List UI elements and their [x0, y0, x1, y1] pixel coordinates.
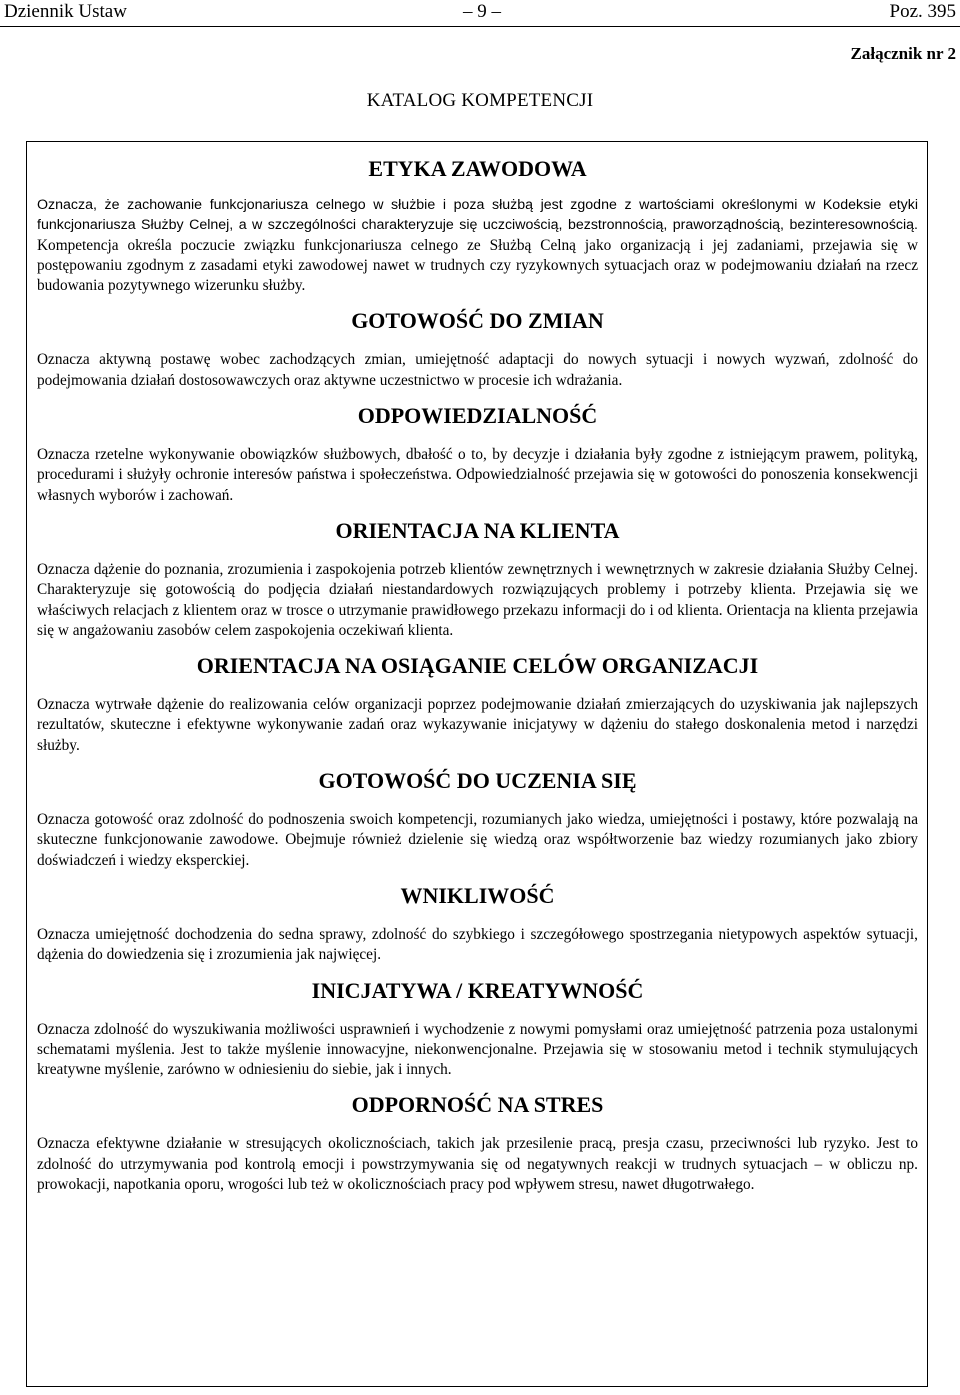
section-title: ODPORNOŚĆ NA STRES [351, 1092, 604, 1118]
section-title: ETYKA ZAWODOWA [368, 156, 587, 181]
section-etyka-zawodowa [37, 150, 918, 296]
section-title: WNIKLIWOŚĆ [400, 882, 555, 908]
section-description: Oznacza efektywne działanie w stresujących okolicznościach, takich jak przesilenie pracą, presja czasu, przeciwności lub ryzyko. Jest to zdolność do utrzymywania pod kontrolą emocji i powstrzymywania się od negatywnych reakcji w trudnych sytuacjach – w obliczu np. prowokacji, napotkania oporu, wrogości lub też w okolicznościach pracy pod wpływem stresu, nawet długotrwałego. [37, 1135, 918, 1194]
section-description: Oznacza zdolność do wyszukiwania możliwości usprawnień i wychodzenie z nowymi pomysłami oraz umiejętność patrzenia poza ustalonymi schematami myślenia. Jest to także myślenie innowacyjne, niekonwencjonalne. Przejawia się w stosowaniu metod i technik stymulujących kreatywne myślenie, zarówno w odniesieniu do siebie, jak i innych. [37, 1020, 918, 1079]
section-title: ODPOWIEDZIALNOŚĆ [357, 403, 598, 429]
catalog-content [37, 150, 918, 1195]
section-title: GOTOWOŚĆ DO ZMIAN [351, 308, 604, 334]
section-odpowiedzialnosc [37, 403, 918, 506]
section-description: Oznacza gotowość oraz zdolność do podnoszenia swoich kompetencji, rozumianych jako wiedza, umiejętności i postawy, które pozwalają na skuteczne funkcjonowanie zawodowe. Obejmuje również dzielenie się wiedzą oraz współtworzenie baz wiedzy rozumianych jako zbiory doświadczeń i wiedzy eksperckiej. [37, 811, 918, 869]
section-gotowosc-do-zmian [37, 308, 918, 391]
section-description: Oznacza wytrwałe dążenie do realizowania celów organizacji poprzez podejmowanie działań zmierzających do uzyskiwania jak najlepszych rezultatów, skuteczne i efektywne wykonywanie zadań oraz wykazywanie inicjatywy w dążeniu do stałego doskonalenia metod i narzędzi służby. [37, 696, 918, 754]
annex-label: Załącznik nr 2 [850, 44, 956, 63]
section-orientacja-na-klienta [37, 518, 918, 641]
page-number: – 9 – [463, 1, 501, 22]
section-inicjatywa [37, 978, 918, 1081]
section-title: ORIENTACJA NA KLIENTA [335, 517, 620, 543]
section-gotowosc-do-uczenia [37, 768, 918, 871]
page-header [0, 0, 960, 27]
section-title: INICJATYWA / KREATYWNOŚĆ [311, 977, 644, 1003]
section-description: Oznacza aktywną postawę wobec zachodzących zmian, umiejętność adaptacji do nowych sytuacji i nowych wyzwań, zdolność do podejmowania działań dostosowawczych oraz aktywne uczestnictwo w procesie ich wdrażania. [37, 351, 918, 389]
document-title: KATALOG KOMPETENCJI [366, 90, 594, 111]
section-description: Oznacza rzetelne wykonywanie obowiązków służbowych, dbałość o to, by decyzje i działania były zgodne z istniejącym prawem, polityką, procedurami i służyły ochronie interesów państwa i społeczeństwa. Odpowiedzialność przejawia się w gotowości do ponoszenia konsekwencji własnych wyborów i zachowań. [37, 446, 918, 504]
section-wnikliwosc [37, 883, 918, 966]
section-description-part1: Oznacza, że zachowanie funkcjonariusza celnego w służbie i poza służbą jest zgodne z wartościami określonymi w Kodeksie etyki funkcjonariusza Służby Celnej, a w szczególności charakteryzuje się uczciwością, bezstronnością, praworządnością, bezinteresownością. [37, 197, 918, 234]
journal-name: Dziennik Ustaw [4, 1, 127, 22]
section-title: GOTOWOŚĆ DO UCZENIA SIĘ [318, 768, 637, 794]
position-number: Poz. 395 [889, 1, 956, 22]
section-odpornosc-na-stres [37, 1092, 918, 1195]
section-description [37, 195, 918, 296]
section-description: Oznacza umiejętność dochodzenia do sedna sprawy, zdolność do szybkiego i szczegółowego spostrzegania nietypowych aspektów sytuacji, dążenia do dowiedzenia się i zrozumienia jak najwięcej. [37, 925, 918, 964]
section-orientacja-na-cele [37, 653, 918, 756]
section-description: Oznacza dążenie do poznania, zrozumienia i zaspokojenia potrzeb klientów zewnętrznych i wewnętrznych w zakresie działania Służby Celnej. Charakteryzuje się gotowością do podjęcia działań niestandardowych rozwiązujących problemy i potrzeby klienta. Przejawia się we właściwych relacjach z klientem oraz w trosce o utrzymanie prawidłowego przekazu informacji do i od klienta. Orientacja na klienta przejawia się w angażowaniu zasobów celem zaspokojenia oczekiwań klienta. [37, 560, 918, 639]
section-title: ORIENTACJA NA OSIĄGANIE CELÓW ORGANIZACJI [196, 653, 759, 679]
section-description-part2: Kompetencja określa poczucie związku funkcjonariusza celnego ze Służbą Celną jako organizacją i jej zadaniami, przejawia się w postępowaniu zgodnym z zasadami etyki zawodowej nawet w trudnych czy ryzykownych sytuacjach oraz w podejmowaniu działań na rzecz budowania pozytywnego wizerunku służby. [37, 236, 918, 295]
